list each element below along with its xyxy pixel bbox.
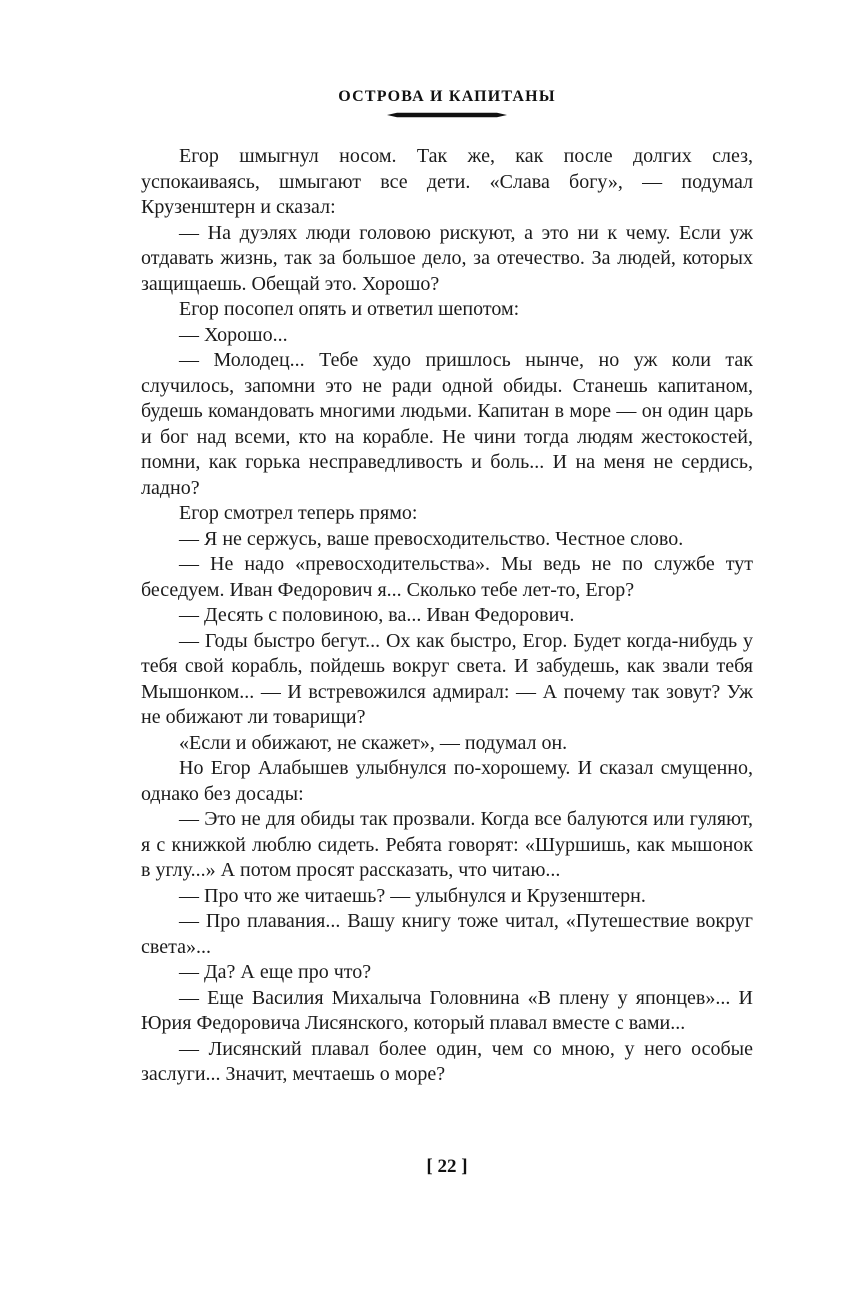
- paragraph: — Десять с половиною, ва... Иван Федорович.: [179, 604, 575, 626]
- ornament-divider-container: [123, 112, 771, 118]
- page-number: [ 22 ]: [426, 1156, 468, 1177]
- paragraph: — Про плавания... Вашу книгу тоже читал, «Путешествие вокруг света»...: [141, 910, 753, 958]
- paragraph: — Это не для обиды так прозвали. Когда все балуются или гуляют, я с книжкой люблю сидеть. Ребята говорят: «Шуршишь, как мышонок в углу...» А потом просят рассказать, что читаю...: [141, 808, 753, 881]
- paragraph: Егор посопел опять и ответил шепотом:: [179, 298, 520, 320]
- ornament-divider-icon: [387, 112, 507, 118]
- paragraph: — Не надо «превосходительства». Мы ведь не по службе тут беседуем. Иван Федорович я... Сколько тебе лет-то, Егор?: [141, 553, 753, 601]
- paragraph: Егор смотрел теперь прямо:: [179, 502, 418, 524]
- paragraph: Егор шмыгнул носом. Так же, как после долгих слез, успокаиваясь, шмыгают все дети. «Слава богу», — подумал Крузенштерн и сказал:: [141, 145, 753, 218]
- paragraph: — Лисянский плавал более один, чем со мною, у него особые заслуги... Значит, мечтаешь о море?: [141, 1037, 753, 1085]
- paragraph: — Про что же читаешь? — улыбнулся и Крузенштерн.: [179, 884, 646, 907]
- body-text: [141, 144, 753, 1088]
- running-title: ОСТРОВА И КАПИТАНЫ: [338, 88, 556, 105]
- paragraph: — Годы быстро бегут... Ох как быстро, Егор. Будет когда-нибудь у тебя свой корабль, пойдешь вокруг света. И забудешь, как звали тебя Мышонком... — И встревожился адмирал: — А почему так зовут? Уж не обижают ли товарищи?: [141, 629, 753, 728]
- paragraph: — Еще Василия Михалыча Головнина «В плену у японцев»... И Юрия Федоровича Лисянского, который плавал вместе с вами...: [141, 986, 753, 1034]
- paragraph: — Молодец... Тебе худо пришлось нынче, но уж коли так случилось, запомни это не ради одной обиды. Станешь капитаном, будешь командовать многими людьми. Капитан в море — он один царь и бог над всеми, кто на корабле. Не чини тогда людям жестокостей, помни, как горька несправедливость и боль... И на меня не сердись, ладно?: [141, 349, 753, 499]
- paragraph: — Хорошо...: [179, 323, 288, 346]
- paragraph: — Я не сержусь, ваше превосходительство. Честное слово.: [179, 527, 684, 550]
- paragraph: «Если и обижают, не скажет», — подумал он.: [179, 731, 568, 754]
- paragraph: Но Егор Алабышев улыбнулся по-хорошему. И сказал смущенно, однако без досады:: [141, 757, 753, 805]
- paragraph: — Да? А еще про что?: [179, 961, 372, 983]
- paragraph: — На дуэлях люди головою рискуют, а это ни к чему. Если уж отдавать жизнь, так за большое дело, за отечество. За людей, которых защищаешь. Обещай это. Хорошо?: [141, 221, 753, 295]
